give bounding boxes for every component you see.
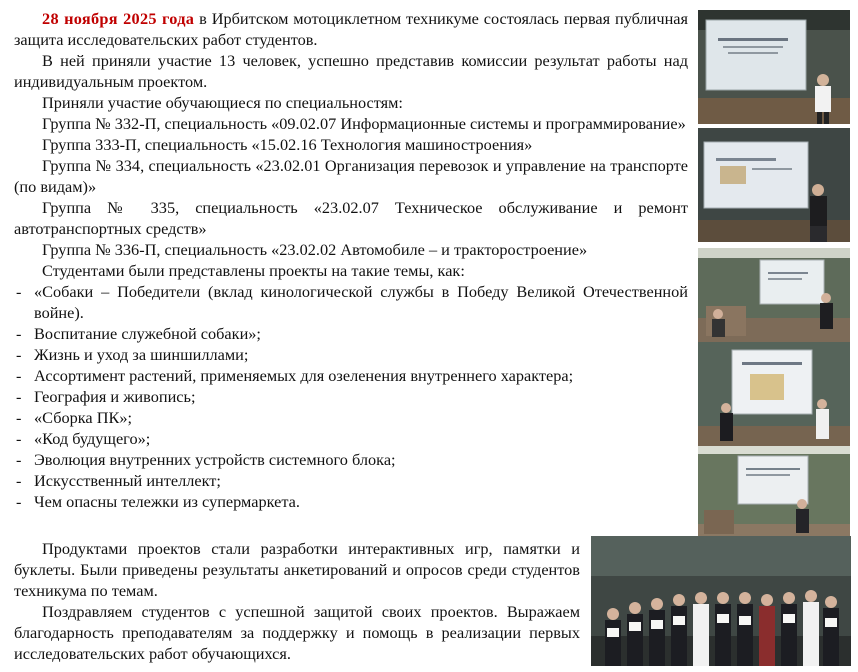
list-item: - «Собаки – Победители (вклад кинологической службы в Победу Великой Отечественной войне).: [14, 281, 688, 323]
list-item: - География и живопись;: [14, 386, 688, 407]
classroom-presentation-image: [698, 10, 850, 124]
event-photo-4: [698, 342, 850, 456]
specialties-intro: Приняли участие обучающиеся по специальностям:: [42, 93, 403, 112]
article-main-column: [14, 8, 688, 512]
intro-paragraph: [14, 8, 688, 50]
event-group-photo: [591, 536, 851, 666]
group-line-333: Группа 333-П, специальность «15.02.16 Технология машиностроения»: [42, 135, 533, 154]
event-date: 28 ноября 2025 года: [42, 9, 195, 28]
list-item: - Жизнь и уход за шиншиллами;: [14, 344, 688, 365]
group-line-335: Группа № 335, специальность «23.02.07 Техническое обслуживание и ремонт автотранспортных средств»: [14, 198, 688, 238]
classroom-presentation-image: [698, 128, 850, 242]
list-item: - Искусственный интеллект;: [14, 470, 688, 491]
list-item: - Чем опасны тележки из супермаркета.: [14, 491, 688, 512]
results-paragraph: Продуктами проектов стали разработки интерактивных игр, памятки и буклеты. Были приведены результаты анкетирований и опросов среди студентов техникума по темам.: [14, 539, 580, 600]
group-photo-image: [591, 536, 851, 666]
group-line-336: Группа № 336-П, специальность «23.02.02 Автомобиле – и тракторостроение»: [42, 240, 588, 259]
classroom-presentation-image: [698, 342, 850, 456]
participants-paragraph: В ней приняли участие 13 человек, успешно представив комиссии результат работы над индивидуальным проектом.: [14, 51, 688, 91]
group-line-332: Группа № 332-П, специальность «09.02.07 Информационные системы и программирование»: [42, 114, 686, 133]
topics-intro: Студентами были представлены проекты на такие темы, как:: [42, 261, 465, 280]
list-item: - Воспитание служебной собаки»;: [14, 323, 688, 344]
article-bottom-column: [14, 538, 580, 664]
topics-list: [14, 281, 688, 512]
group-line-334: Группа № 334, специальность «23.02.01 Организация перевозок и управление на транспорте (по видам)»: [14, 156, 688, 196]
event-photo-2: [698, 128, 850, 242]
event-photo-1: [698, 10, 850, 124]
list-item: - «Код будущего»;: [14, 428, 688, 449]
intro-text: в Ирбитском мотоциклетном техникуме состоялась первая публичная защита исследовательских работ студентов.: [14, 9, 688, 49]
list-item: - «Сборка ПК»;: [14, 407, 688, 428]
congrats-paragraph: Поздравляем студентов с успешной защитой своих проектов. Выражаем благодарность преподавателям за поддержку и помощь в реализации первых исследовательских работ обучающихся.: [14, 602, 580, 663]
list-item: - Ассортимент растений, применяемых для озеленения внутреннего характера;: [14, 365, 688, 386]
list-item: - Эволюция внутренних устройств системного блока;: [14, 449, 688, 470]
